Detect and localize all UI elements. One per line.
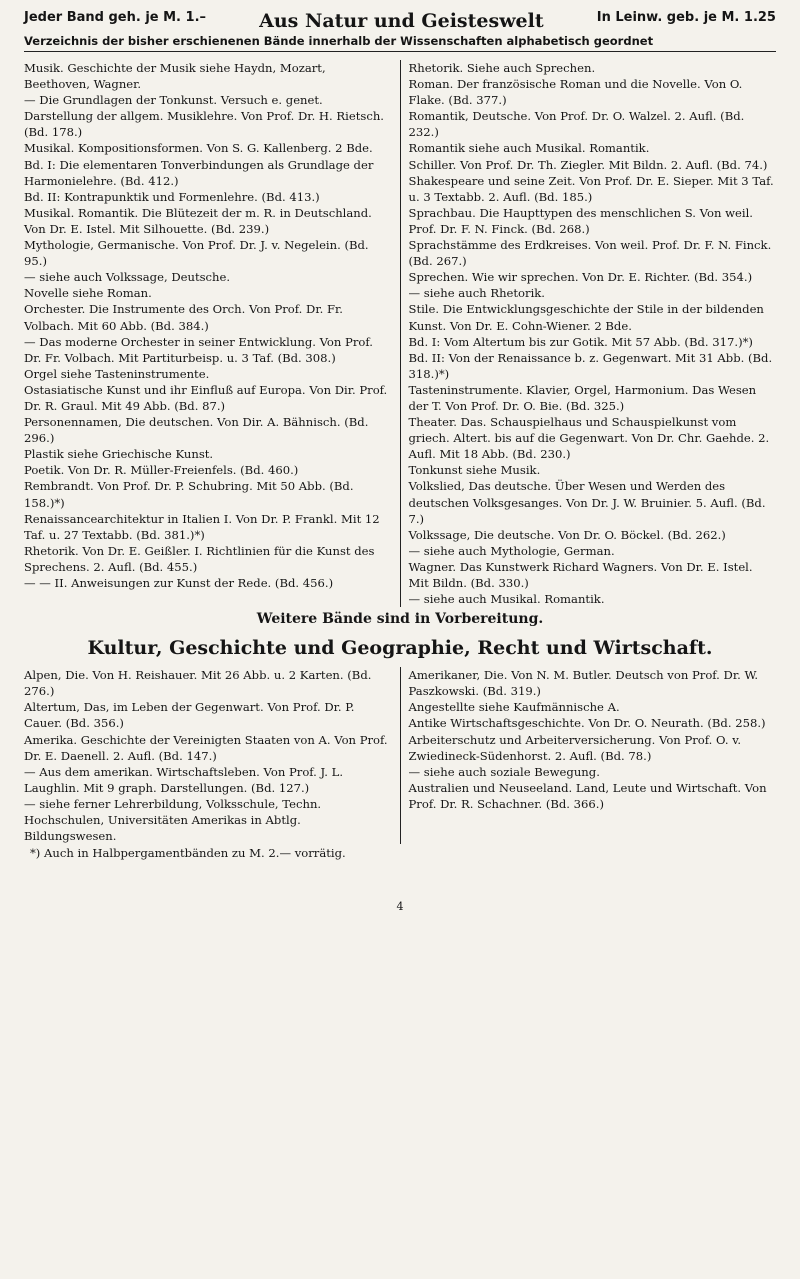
header-right: In Leinw. geb. je M. 1.25 [596,10,776,25]
list-item: — siehe auch Musikal. Romantik. [408,592,605,607]
section1-left-column [24,60,401,607]
list-item: Mythologie, Germanische. Von Prof. Dr. J. v. Negelein. (Bd. 95.) [24,238,369,269]
more-volumes-note: Weitere Bände sind in Vorbereitung. [256,611,544,628]
list-item: Wagner. Das Kunstwerk Richard Wagners. Von Dr. E. Istel. Mit Bildn. (Bd. 330.) [408,559,753,590]
list-item: Antike Wirtschaftsgeschichte. Von Dr. O. Neurath. (Bd. 258.) [408,716,766,731]
list-item: Amerika. Geschichte der Vereinigten Staaten von A. Von Prof. Dr. E. Daenell. 2. Aufl. (Bd. 147.) [24,732,388,763]
section1-columns [24,60,776,607]
list-item: Arbeiterschutz und Arbeiterversicherung. Von Prof. O. v. Zwiedineck-Südenhorst. 2. Aufl. (Bd. 78.) [408,732,742,763]
section1-right-column [409,60,777,607]
list-item: — Die Grundlagen der Tonkunst. Versuch e. genet. Darstellung der allgem. Musiklehre. Von Prof. Dr. H. Rietsch. (Bd. 178.) [24,93,384,140]
section2-columns [24,667,776,844]
list-item: Amerikaner, Die. Von N. M. Butler. Deutsch von Prof. Dr. W. Paszkowski. (Bd. 319.) [408,668,759,699]
list-item: — siehe auch soziale Bewegung. [408,764,600,779]
list-item: Bd. I: Die elementaren Tonverbindungen als Grundlage der Harmonielehre. (Bd. 412.) [24,157,374,188]
list-item: Orchester. Die Instrumente des Orch. Von Prof. Dr. Fr. Volbach. Mit 60 Abb. (Bd. 384.) [24,302,343,333]
list-item: — siehe auch Mythologie, German. [408,543,615,558]
list-item: Altertum, Das, im Leben der Gegenwart. Von Prof. Dr. P. Cauer. (Bd. 356.) [24,700,355,731]
list-item: — siehe auch Volkssage, Deutsche. [24,270,231,285]
list-item: Theater. Das. Schauspielhaus und Schauspielkunst vom griech. Altert. bis auf die Gegenwart. Von Dr. Chr. Gaehde. 2. Aufl. Mit 18 Abb. (Bd. 230.) [408,415,770,462]
list-item: Bd. II: Von der Renaissance b. z. Gegenwart. Mit 31 Abb. (Bd. 318.)*) [408,350,773,381]
list-item: Musikal. Kompositionsformen. Von S. G. Kallenberg. 2 Bde. [24,141,373,156]
header-subtitle: Verzeichnis der bisher erschienenen Bände innerhalb der Wissenschaften alphabetisch geordnet [24,34,776,52]
list-item: Rembrandt. Von Prof. Dr. P. Schubring. Mit 50 Abb. (Bd. 158.)*) [24,479,354,510]
section2-left-column [24,667,401,844]
list-item: Rhetorik. Von Dr. E. Geißler. I. Richtlinien für die Kunst des Sprechens. 2. Aufl. (Bd. 455.) [24,543,375,574]
list-item: — siehe auch Rhetorik. [408,286,545,301]
list-item: Renaissancearchitektur in Italien I. Von Dr. P. Frankl. Mit 12 Taf. u. 27 Textabb. (Bd. 381.)*) [24,511,380,542]
list-item: Romantik siehe auch Musikal. Romantik. [408,141,650,156]
list-item: Shakespeare und seine Zeit. Von Prof. Dr. E. Sieper. Mit 3 Taf. u. 3 Textabb. 2. Aufl. (Bd. 185.) [408,173,774,204]
list-item: Poetik. Von Dr. R. Müller-Freienfels. (Bd. 460.) [24,463,299,478]
list-item: Personennamen, Die deutschen. Von Dir. A. Bähnisch. (Bd. 296.) [24,415,369,446]
list-item: Australien und Neuseeland. Land, Leute und Wirtschaft. Von Prof. Dr. R. Schachner. (Bd. 366.) [408,780,767,811]
list-item: Tasteninstrumente. Klavier, Orgel, Harmonium. Das Wesen der T. Von Prof. Dr. O. Bie. (Bd. 325.) [408,382,757,413]
list-item: Alpen, Die. Von H. Reishauer. Mit 26 Abb. u. 2 Karten. (Bd. 276.) [24,668,372,699]
list-item: Stile. Die Entwicklungsgeschichte der Stile in der bildenden Kunst. Von Dr. E. Cohn-Wiener. 2 Bde. [408,302,764,333]
list-item: Schiller. Von Prof. Dr. Th. Ziegler. Mit Bildn. 2. Aufl. (Bd. 74.) [408,157,768,172]
list-item: Ostasiatische Kunst und ihr Einfluß auf Europa. Von Dir. Prof. Dr. R. Graul. Mit 49 Abb. (Bd. 87.) [24,382,388,413]
list-item: Musikal. Romantik. Die Blütezeit der m. R. in Deutschland. Von Dr. E. Istel. Mit Silhouette. (Bd. 239.) [24,205,372,236]
page-header [24,10,776,32]
list-item: Volkssage, Die deutsche. Von Dr. O. Böckel. (Bd. 262.) [408,527,726,542]
list-item: Plastik siehe Griechische Kunst. [24,447,214,462]
footnote: *) Auch in Halbpergamentbänden zu M. 2.— vorrätig. [30,846,346,861]
header-left: Jeder Band geh. je M. 1.– [24,10,207,25]
list-item: Rhetorik. Siehe auch Sprechen. [408,61,596,75]
list-item: Angestellte siehe Kaufmännische A. [408,700,620,715]
list-item: — siehe ferner Lehrerbildung, Volksschule, Techn. Hochschulen, Universitäten Amerikas in Abtlg. Bildungswesen. [24,796,322,844]
list-item: Bd. I: Vom Altertum bis zur Gotik. Mit 57 Abb. (Bd. 317.)*) [408,334,753,349]
list-item: Volkslied, Das deutsche. Über Wesen und Werden des deutschen Volksgesanges. Von Dr. J. W. Bruinier. 5. Aufl. (Bd. 7.) [408,479,766,526]
list-item: Bd. II: Kontrapunktik und Formenlehre. (Bd. 413.) [24,189,320,204]
list-item: Romantik, Deutsche. Von Prof. Dr. O. Walzel. 2. Aufl. (Bd. 232.) [408,109,745,140]
list-item: — Das moderne Orchester in seiner Entwicklung. Von Prof. Dr. Fr. Volbach. Mit Partiturbeisp. u. 3 Taf. (Bd. 308.) [24,334,373,365]
section2-right-column [409,667,777,844]
list-item: — — II. Anweisungen zur Kunst der Rede. (Bd. 456.) [24,576,334,590]
list-item: — Aus dem amerikan. Wirtschaftsleben. Von Prof. J. L. Laughlin. Mit 9 graph. Darstellungen. (Bd. 127.) [24,764,344,795]
list-item: Roman. Der französische Roman und die Novelle. Von O. Flake. (Bd. 377.) [408,77,743,108]
list-item: Sprachstämme des Erdkreises. Von weil. Prof. Dr. F. N. Finck. (Bd. 267.) [408,238,772,269]
section-title: Kultur, Geschichte und Geographie, Recht und Wirtschaft. [87,637,713,660]
series-title: Aus Natur und Geisteswelt [259,10,544,32]
list-item: Orgel siehe Tasteninstrumente. [24,366,210,381]
page-number: 4 [396,900,404,914]
list-item: Tonkunst siehe Musik. [408,463,541,478]
list-item: Sprachbau. Die Haupttypen des menschlichen S. Von weil. Prof. Dr. F. N. Finck. (Bd. 268.) [408,205,753,236]
list-item: Musik. Geschichte der Musik siehe Haydn, Mozart, Beethoven, Wagner. [24,61,326,92]
list-item: Novelle siehe Roman. [24,286,152,301]
list-item: Sprechen. Wie wir sprechen. Von Dr. E. Richter. (Bd. 354.) [408,270,753,285]
